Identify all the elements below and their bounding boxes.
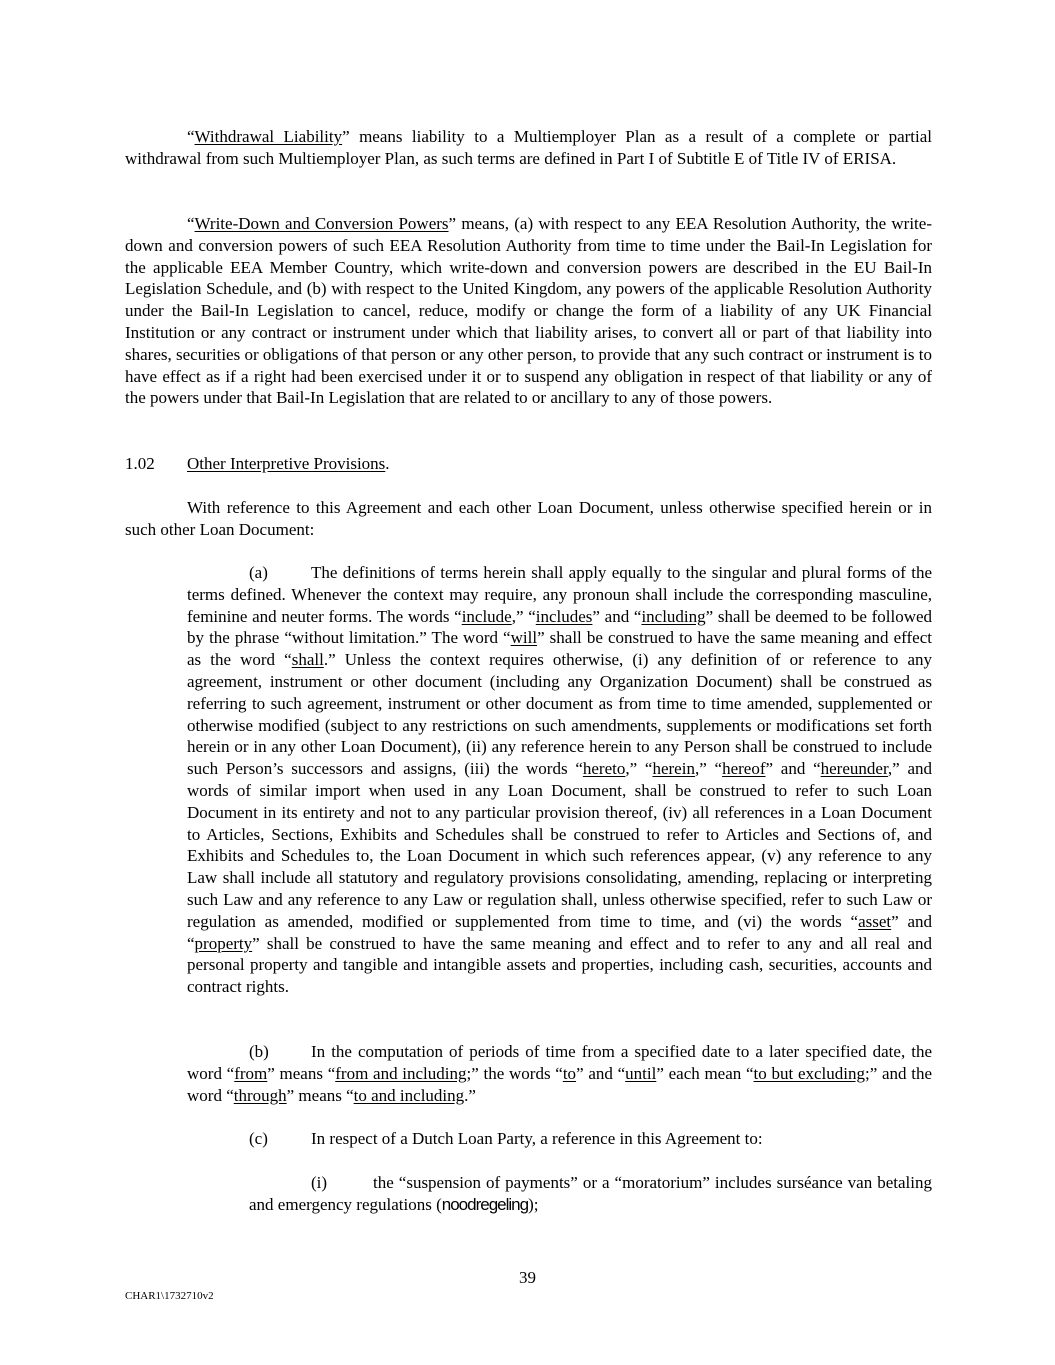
page-number: 39 [519,1268,536,1287]
clause-a: (a) The definitions of terms herein shall apply equally to the singular and plural forms of the terms defined. Whenever the context may require, any pronoun shall include the corresponding masculine, feminine and neuter forms. The words “include,” “includes” and “including” shall be deemed to be followed by the phrase “without limitation.” The word “will” shall be construed to have the same meaning and effect as the word “shall.” Unless the context requires otherwise, (i) any definition of or reference to any agreement, instrument or other document (including any Organization Document) shall be construed as referring to such agreement, instrument or other document as from time to time amended, supplemented or otherwise modified (subject to any restrictions on such amendments, supplements or modifications set forth herein or in any other Loan Document), (ii) any reference herein to any Person shall be construed to include such Person’s successors and assigns, (iii) the words “hereto,” “herein,” “hereof” and “hereunder,” and words of similar import when used in any Loan Document, shall be construed to refer to such Loan Document in its entirety and not to any particular provision thereof, (iv) all references in a Loan Document to Articles, Sections, Exhibits and Schedules shall be construed to refer to Articles and Sections of, and Exhibits and Schedules to, the Loan Document in which such references appear, (v) any reference to any Law shall include all statutory and regulatory provisions consolidating, amending, replacing or interpreting such Law and any reference to any Law or regulation shall, unless otherwise specified, refer to such Law or regulation as amended, modified or supplemented from time to time, and (vi) the words “asset” and “property” shall be construed to have the same meaning and effect and to refer to any and all real and personal property and tangible and intangible assets and properties, including cash, securities, accounts and contract rights. [187,563,933,997]
document-id-footer: CHAR1\1732710v2 [125,1290,214,1302]
clause-label: (i) [311,1173,328,1192]
defined-term: Withdrawal Liability [194,127,343,146]
withdrawal-liability-definition: “Withdrawal Liability” means liability to a Multiemployer Plan as a result of a complete or partial withdrawal from such Multiemployer Plan, as such terms are defined in Part I of Subtitle E of Title IV of ERISA. [125,127,933,168]
section-number: 1.02 [125,454,155,473]
write-down-definition: “Write-Down and Conversion Powers” means, (a) with respect to any EEA Resolution Authority, the write-down and conversion powers of such EEA Resolution Authority from time to time under the Bail-In Legislation for the applicable EEA Member Country, which write-down and conversion powers are described in the EU Bail-In Legislation Schedule, and (b) with respect to the United Kingdom, any powers of the applicable Resolution Authority under the Bail-In Legislation to cancel, reduce, modify or change the form of a liability of any UK Financial Institution or any contract or instrument under which that liability arises, to convert all or part of that liability into shares, securities or obligations of that person or any other person, to provide that any such contract or instrument is to have effect as if a right had been exercised under it or to suspend any obligation in respect of that liability or any of the powers under that Bail-In Legislation that are related to or ancillary to any of those powers. [125,214,932,408]
clause-label: (c) [249,1129,268,1148]
clause-c: (c) In respect of a Dutch Loan Party, a reference in this Agreement to: [249,1129,763,1148]
defined-term: Write-Down and Conversion Powers [194,214,449,233]
section-intro: With reference to this Agreement and each other Loan Document, unless otherwise specified herein or in such other Loan Document: [125,498,932,539]
section-heading: 1.02 Other Interpretive Provisions. [125,454,390,473]
section-title: Other Interpretive Provisions [187,454,386,473]
clause-label: (b) [249,1042,269,1061]
clause-b: (b) In the computation of periods of time from a specified date to a later specified date, the word “from” means “from and including;” the words “to” and “until” each mean “to but excluding;” and the word “through” means “to and including.” [187,1042,933,1105]
clause-label: (a) [249,563,268,582]
clause-c-i: (i) the “suspension of payments” or a “moratorium” includes surséance van betaling and emergency regulations (noodregeling); [249,1173,932,1214]
dutch-term: noodregeling [441,1194,529,1214]
